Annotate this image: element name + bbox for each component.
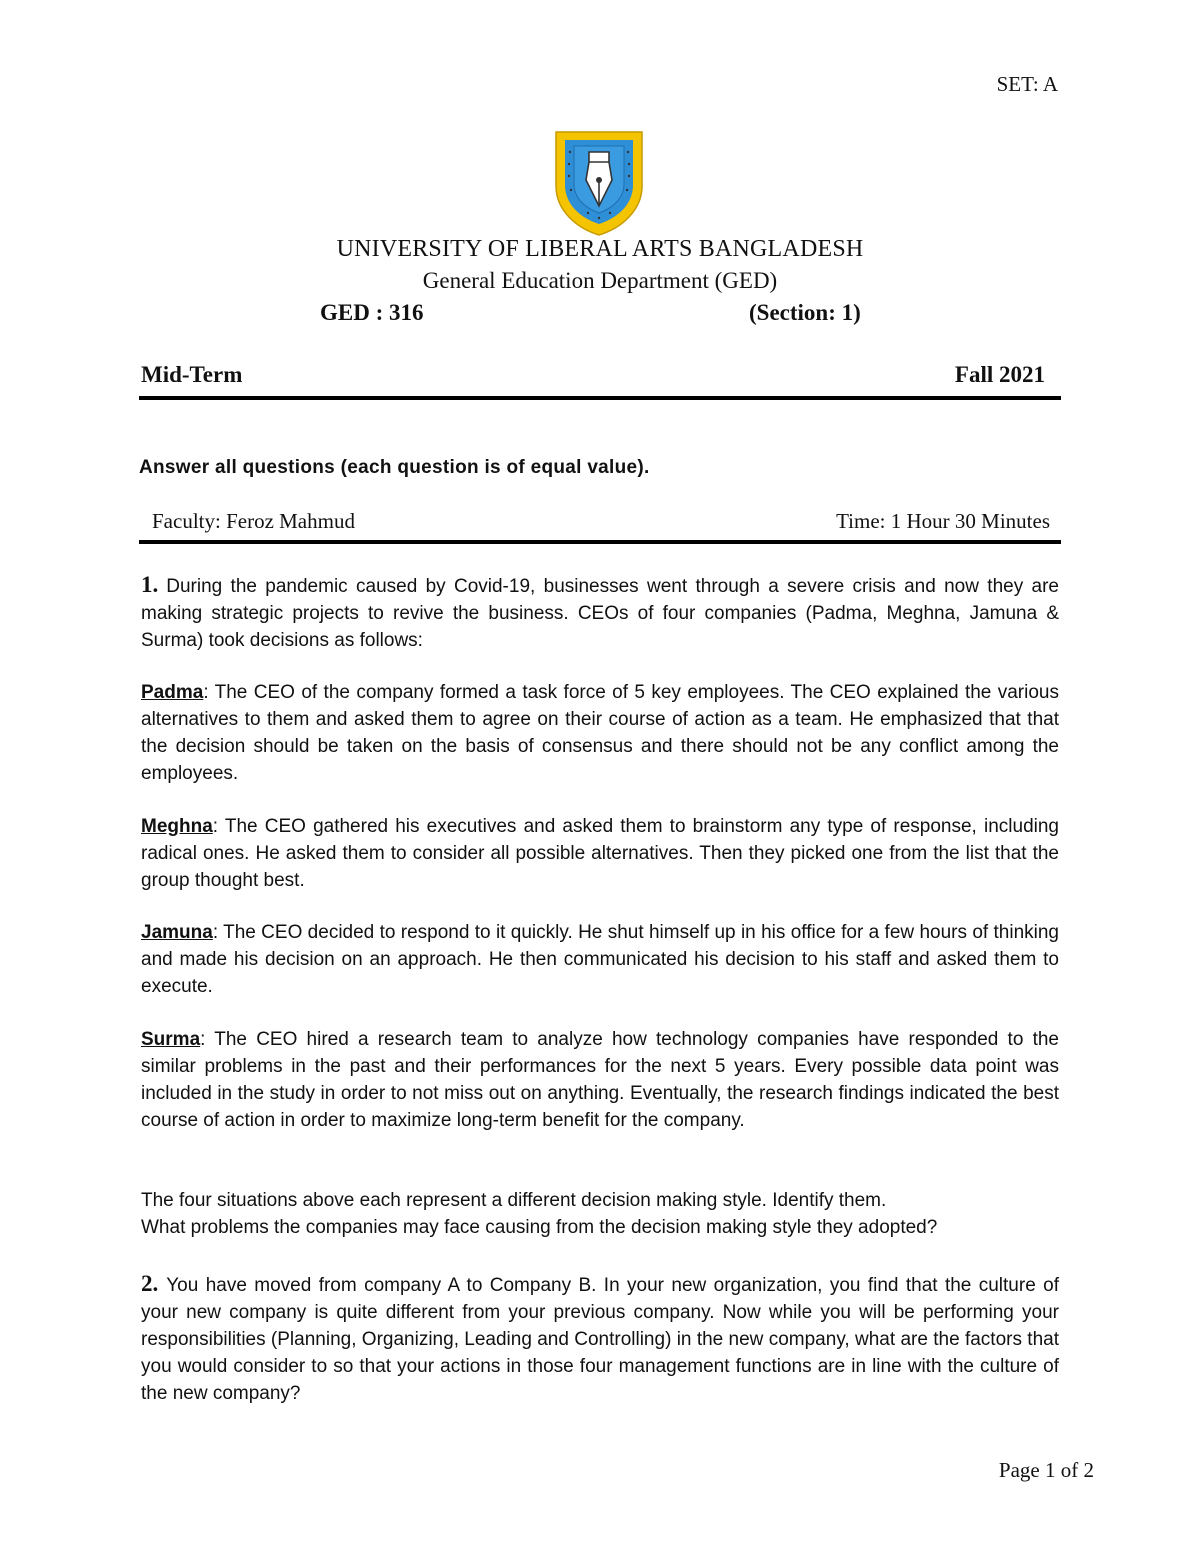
university-name: UNIVERSITY OF LIBERAL ARTS BANGLADESH [336,236,864,262]
closing-line: The four situations above each represent a different decision making style. Identify them. [141,1190,887,1211]
closing-line: What problems the companies may face causing from the decision making style they adopted? [141,1217,938,1238]
question-number: 2. [141,1271,159,1296]
question-text: You have moved from company A to Company B. In your new organization, you find that the culture of your new company is quite different from your previous company. Now while you will be performing your responsibilities (Planning, Organizing, Leading and Controlling) in the new company, what are the factors that you would consider to so that your actions in those four management functions are in line with the culture of the new company? [141,1275,1059,1404]
question-2 [141,1270,1059,1407]
faculty-row [139,508,1061,544]
company-name: Meghna [141,816,213,837]
company-case-text: : The CEO hired a research team to analyze how technology companies have responded to the similar problems in the past and their performances for the next 5 years. Every possible data point was included in the study in order to not miss out on anything. Eventually, the research findings indicated the best course of action in order to maximize long-term benefit for the company. [141,1029,1059,1131]
exam-type: Mid-Term [141,362,243,387]
company-case-padma [141,679,1059,787]
company-case-text: : The CEO of the company formed a task force of 5 key employees. The CEO explained the various alternatives to them and asked them to agree on their course of action as a team. He emphasized that that the decision should be taken on the basis of consensus and there should not be any conflict among the employees. [141,682,1059,784]
course-code: GED : 316 [320,300,424,325]
company-case-surma [141,1026,1059,1134]
question-text: During the pandemic caused by Covid-19, businesses went through a severe crisis and now they are making strategic projects to revive the business. CEOs of four companies (Padma, Meghna, Jamuna & Surma) took decisions as follows: [141,576,1059,651]
section-label: (Section: 1) [749,300,861,325]
set-label: SET: A [996,72,1058,96]
exam-term: Fall 2021 [954,362,1045,387]
department-name: General Education Department (GED) [422,268,778,293]
company-case-jamuna [141,919,1059,1000]
company-name: Padma [141,682,204,703]
exam-row [139,362,1061,400]
question-1-closing [141,1187,1059,1241]
faculty-name: Faculty: Feroz Mahmud [152,509,355,533]
company-case-text: : The CEO gathered his executives and asked them to brainstorm any type of response, including radical ones. He asked them to consider all possible alternatives. Then they picked one from the list that the group thought best. [141,816,1059,891]
exam-instruction: Answer all questions (each question is of equal value). [139,457,650,478]
company-case-text: : The CEO decided to respond to it quickly. He shut himself up in his office for a few hours of thinking and made his decision on an approach. He then communicated his decision to his staff and asked them to execute. [141,922,1059,997]
exam-duration: Time: 1 Hour 30 Minutes [836,509,1050,533]
question-1-intro [141,571,1059,654]
page-number: Page 1 of 2 [998,1458,1094,1482]
university-crest-icon [552,128,646,238]
company-case-meghna [141,813,1059,894]
company-name: Surma [141,1029,201,1050]
question-number: 1. [141,572,159,597]
company-name: Jamuna [141,922,213,943]
